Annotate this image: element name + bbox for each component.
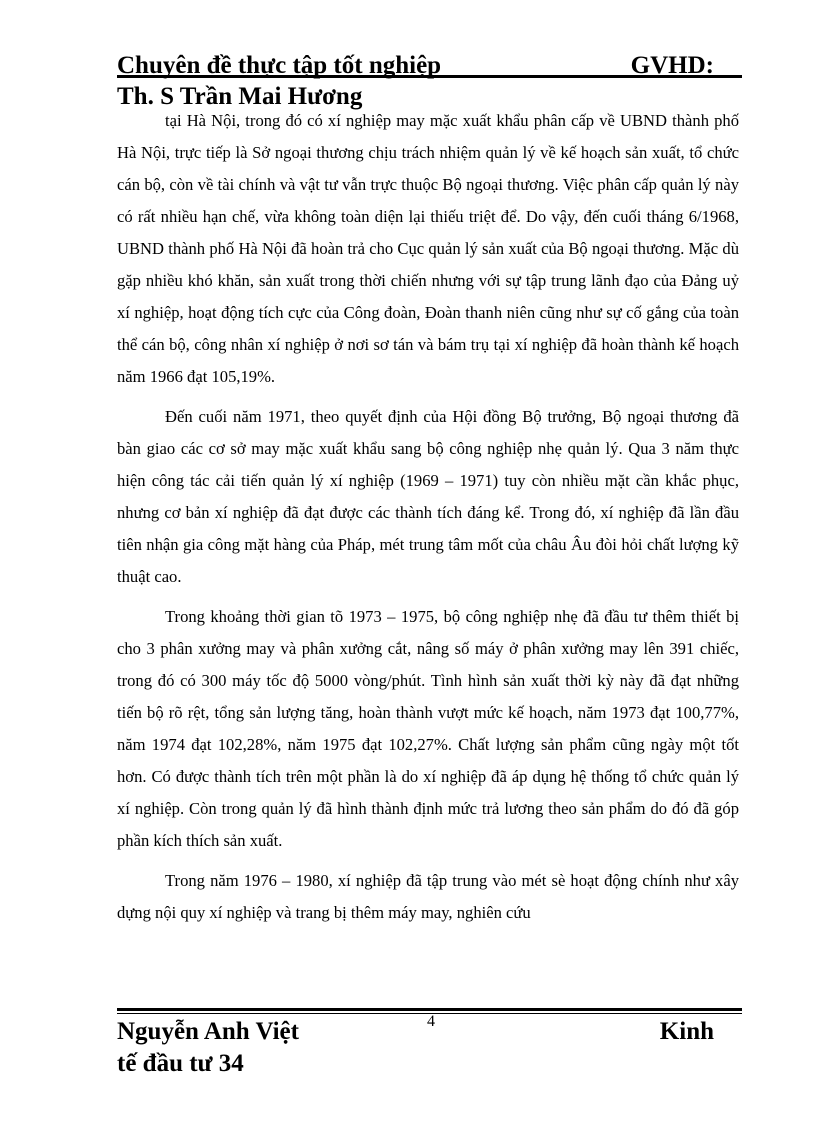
author-name: Nguyễn Anh Việt [117,1018,299,1045]
report-title: Chuyên đề thực tập tốt nghiệp [117,52,442,79]
supervisor-label: GVHD: [630,52,714,79]
class-label: Kinh [659,1018,714,1045]
page-number: 4 [427,1013,435,1030]
page-header [117,50,742,112]
document-body [117,105,739,937]
paragraph: Trong năm 1976 – 1980, xí nghiệp đã tập trung vào mét sè hoạt động chính như xây dựng nội quy xí nghiệp và trang bị thêm máy may, nghiên cứu [117,871,739,922]
paragraph: Trong khoảng thời gian tõ 1973 – 1975, bộ công nghiệp nhẹ đã đầu tư thêm thiết bị cho 3 phân xưởng may và phân xưởng cắt, nâng số máy ở phân xưởng may lên 391 chiếc, trong đó có 300 máy tốc độ 5000 vòng/phút. Tình hình sản xuất thời kỳ này đã đạt những tiến bộ rõ rệt, tổng sản lượng tăng, hoàn thành vượt mức kế hoạch, năm 1973 đạt 100,77%, năm 1974 đạt 102,28%, năm 1975 đạt 102,27%. Chất lượng sản phẩm cũng ngày một tốt hơn. Có được thành tích trên một phần là do xí nghiệp đã áp dụng hệ thống tổ chức quản lý xí nghiệp. Còn trong quản lý đã hình thành định mức trả lương theo sản phẩm do đó đã góp phần kích thích sản xuất. [117,607,739,850]
page-footer [117,1013,742,1083]
supervisor-name: Th. S Trần Mai Hương [117,83,363,110]
class-name: tế đầu tư 34 [117,1050,244,1077]
header-divider [117,75,742,78]
paragraph: tại Hà Nội, trong đó có xí nghiệp may mặc xuất khẩu phân cấp về UBND thành phố Hà Nội, trực tiếp là Sở ngoại thương chịu trách nhiệm quản lý về kế hoạch sản xuất, tổ chức cán bộ, còn về tài chính và vật tư vẫn trực thuộc Bộ ngoại thương. Việc phân cấp quản lý này có rất nhiều hạn chế, vừa không toàn diện lại thiếu triệt để. Do vậy, đến cuối tháng 6/1968, UBND thành phố Hà Nội đã hoàn trả cho Cục quản lý sản xuất của Bộ ngoại thương. Mặc dù gặp nhiều khó khăn, sản xuất trong thời chiến nhưng với sự tập trung lãnh đạo của Đảng uỷ xí nghiệp, hoạt động tích cực của Công đoàn, Đoàn thanh niên cũng như sự cố gắng của toàn thể cán bộ, công nhân xí nghiệp ở nơi sơ tán và bám trụ tại xí nghiệp đã hoàn thành kế hoạch năm 1966 đạt 105,19%. [117,111,739,386]
paragraph: Đến cuối năm 1971, theo quyết định của Hội đồng Bộ trưởng, Bộ ngoại thương đã bàn giao các cơ sở may mặc xuất khẩu sang bộ công nghiệp nhẹ quản lý. Qua 3 năm thực hiện công tác cải tiến quản lý xí nghiệp (1969 – 1971) tuy còn nhiều mặt cần khắc phục, nhưng cơ bản xí nghiệp đã đạt được các thành tích đáng kể. Trong đó, xí nghiệp đã lần đầu tiên nhận gia công mặt hàng của Pháp, mét trung tâm mốt của châu Âu đòi hỏi chất lượng kỹ thuật cao. [117,407,739,586]
